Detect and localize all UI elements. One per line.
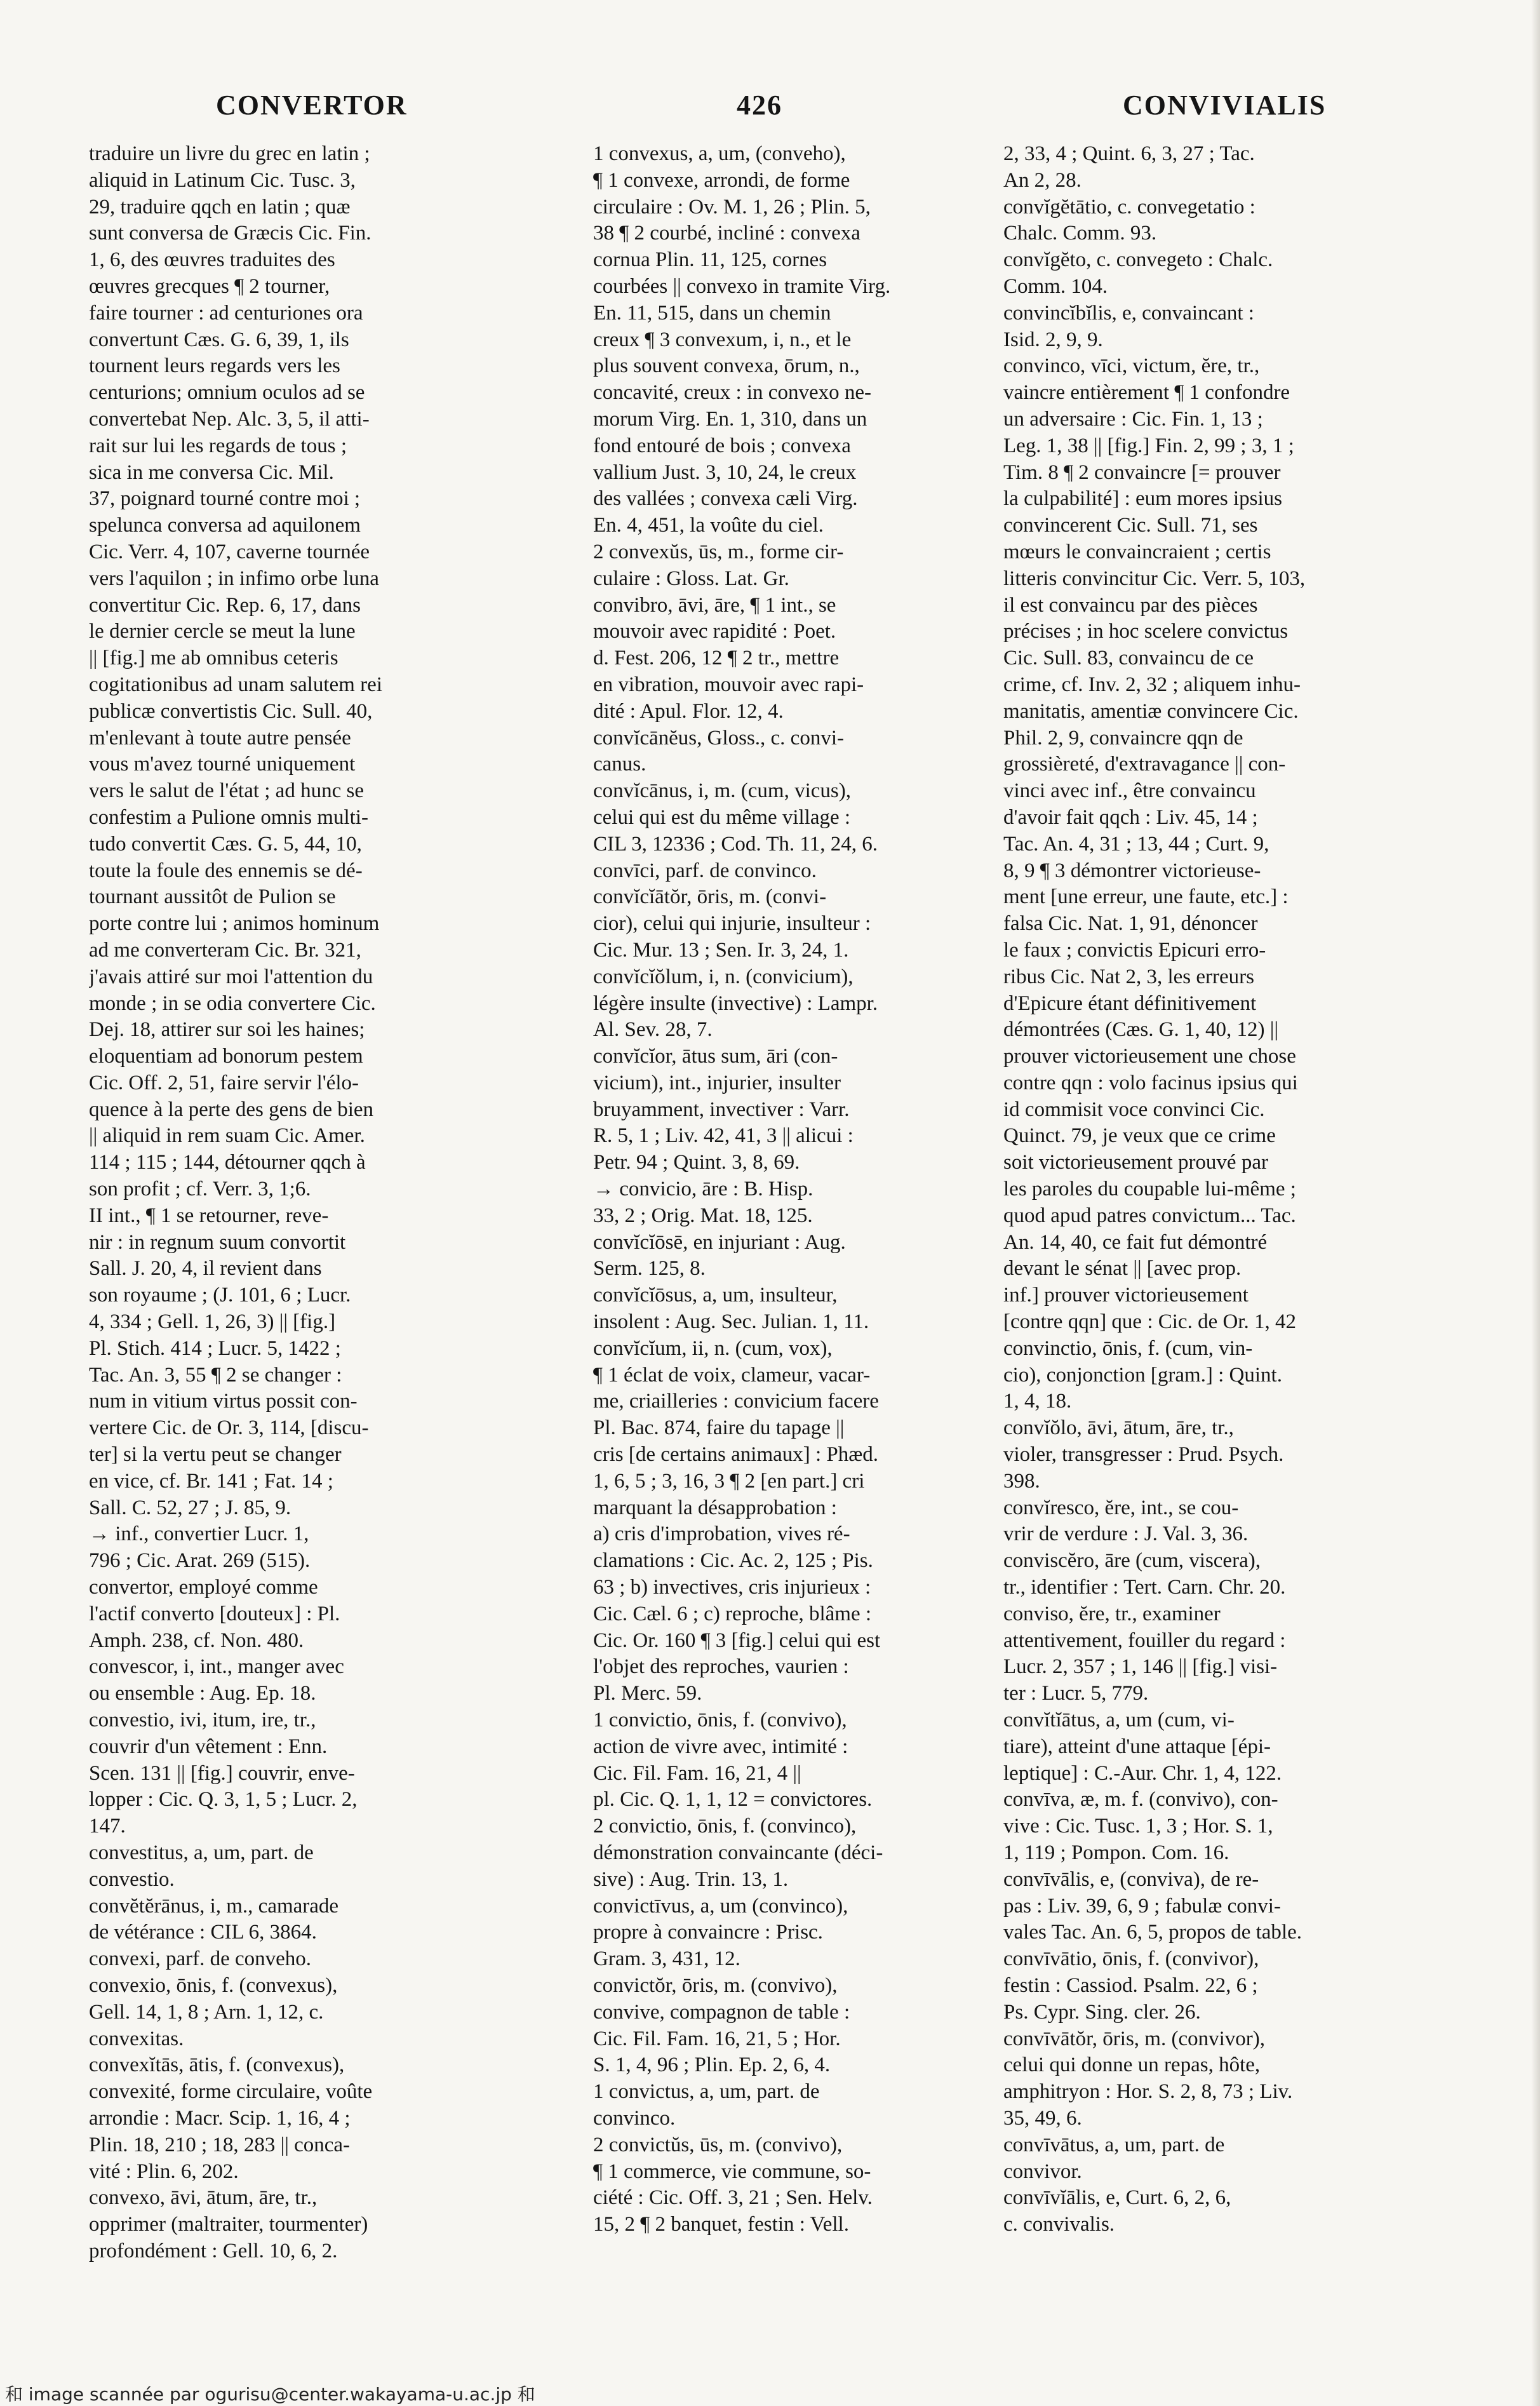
text-line: démontrées (Cæs. G. 1, 40, 12) || bbox=[1003, 1018, 1278, 1042]
text-line: Cic. Cæl. 6 ; c) reproche, blâme : bbox=[593, 1602, 872, 1625]
text-line: convĭŏlo, āvi, ātum, āre, tr., bbox=[1003, 1416, 1234, 1440]
text-line: Gram. 3, 431, 12. bbox=[593, 1947, 740, 1971]
text-line: monde ; in se odia convertere Cic. bbox=[89, 991, 376, 1015]
text-line: convincerent Cic. Sull. 71, ses bbox=[1003, 514, 1258, 537]
text-line: 8, 9 ¶ 3 démontrer victorieuse- bbox=[1003, 859, 1261, 882]
text-line: nir : in regnum suum convortit bbox=[89, 1230, 346, 1254]
text-line: convĭcānĕus, Gloss., c. convi- bbox=[593, 726, 844, 749]
text-line: aliquid in Latinum Cic. Tusc. 3, bbox=[89, 168, 356, 192]
text-line: œuvres grecques ¶ 2 tourner, bbox=[89, 274, 330, 298]
text-line: Tac. An. 3, 55 ¶ 2 se changer : bbox=[89, 1363, 342, 1387]
text-line: II int., ¶ 1 se retourner, reve- bbox=[89, 1204, 329, 1227]
text-line: 2 convictŭs, ūs, m. (convivo), bbox=[593, 2133, 843, 2156]
text-line: lopper : Cic. Q. 3, 1, 5 ; Lucr. 2, bbox=[89, 1788, 358, 1811]
text-line: quence à la perte des gens de bien bbox=[89, 1098, 374, 1121]
text-line: Cic. Verr. 4, 107, caverne tournée bbox=[89, 540, 370, 563]
text-line: convĭgĕtātio, c. convegetatio : bbox=[1003, 195, 1255, 218]
text-line: Comm. 104. bbox=[1003, 274, 1108, 298]
text-line: manitatis, amentiæ convincere Cic. bbox=[1003, 699, 1299, 723]
text-line: convive, compagnon de table : bbox=[593, 2000, 850, 2024]
text-line: falsa Cic. Nat. 1, 91, dénoncer bbox=[1003, 912, 1258, 936]
text-line: vaincre entièrement ¶ 1 confondre bbox=[1003, 381, 1290, 405]
text-line: convertor, employé comme bbox=[89, 1576, 318, 1599]
text-line: mouvoir avec rapidité : Poet. bbox=[593, 620, 836, 643]
text-line: → convicio, āre : B. Hisp. bbox=[593, 1178, 814, 1201]
text-line: convĭcĭātŏr, ōris, m. (convi- bbox=[593, 885, 827, 909]
text-line: convĭcānus, i, m. (cum, vicus), bbox=[593, 779, 851, 803]
text-line: convertunt Cæs. G. 6, 39, 1, ils bbox=[89, 328, 349, 351]
text-line: R. 5, 1 ; Liv. 42, 41, 3 || alicui : bbox=[593, 1124, 854, 1148]
text-line: 4, 334 ; Gell. 1, 26, 3) || [fig.] bbox=[89, 1310, 336, 1334]
text-line: Cic. Or. 160 ¶ 3 [fig.] celui qui est bbox=[593, 1629, 881, 1652]
text-line: S. 1, 4, 96 ; Plin. Ep. 2, 6, 4. bbox=[593, 2053, 831, 2077]
text-line: 1 convictio, ōnis, f. (convivo), bbox=[593, 1709, 847, 1732]
text-line: 1, 6, des œuvres traduites des bbox=[89, 248, 335, 272]
text-line: Amph. 238, cf. Non. 480. bbox=[89, 1629, 304, 1652]
text-line: couvrir d'un vêtement : Enn. bbox=[89, 1735, 328, 1758]
text-line: Dej. 18, attirer sur soi les haines; bbox=[89, 1018, 365, 1042]
text-line: prouver victorieusement une chose bbox=[1003, 1045, 1296, 1068]
text-line: c. convivalis. bbox=[1003, 2213, 1115, 2236]
text-line: ¶ 1 convexe, arrondi, de forme bbox=[593, 168, 850, 192]
text-line: Pl. Stich. 414 ; Lucr. 5, 1422 ; bbox=[89, 1336, 341, 1360]
text-line: dité : Apul. Flor. 12, 4. bbox=[593, 699, 784, 723]
text-line: la culpabilité] : eum mores ipsius bbox=[1003, 487, 1282, 511]
text-line: faire tourner : ad centuriones ora bbox=[89, 301, 363, 325]
text-line: convexio, ōnis, f. (convexus), bbox=[89, 1973, 338, 1997]
text-line: a) cris d'improbation, vives ré- bbox=[593, 1522, 850, 1546]
text-line: tournant aussitôt de Pulion se bbox=[89, 885, 336, 909]
text-line: Al. Sev. 28, 7. bbox=[593, 1018, 713, 1042]
text-line: me, criailleries : convicium facere bbox=[593, 1390, 879, 1413]
text-line: précises ; in hoc scelere convictus bbox=[1003, 620, 1289, 643]
column-left bbox=[89, 141, 573, 2265]
text-line: convexo, āvi, ātum, āre, tr., bbox=[89, 2186, 318, 2210]
text-line: vinci avec inf., être convaincu bbox=[1003, 779, 1256, 803]
text-line: festin : Cassiod. Psalm. 22, 6 ; bbox=[1003, 1973, 1258, 1997]
text-line: ad me converteram Cic. Br. 321, bbox=[89, 938, 361, 962]
text-line: convīvātŏr, ōris, m. (convivor), bbox=[1003, 2027, 1266, 2050]
text-line: courbées || convexo in tramite Virg. bbox=[593, 274, 891, 298]
text-line: des vallées ; convexa cæli Virg. bbox=[593, 487, 858, 511]
text-line: eloquentiam ad bonorum pestem bbox=[89, 1045, 363, 1068]
text-line: Chalc. Comm. 93. bbox=[1003, 222, 1157, 245]
text-line: cornua Plin. 11, 125, cornes bbox=[593, 248, 827, 272]
text-line: convincĭbĭlis, e, convaincant : bbox=[1003, 301, 1254, 325]
text-line: tiare), atteint d'une attaque [épi- bbox=[1003, 1735, 1271, 1758]
text-line: An. 14, 40, ce fait fut démontré bbox=[1003, 1230, 1268, 1254]
text-line: convĭtĭātus, a, um (cum, vi- bbox=[1003, 1709, 1235, 1732]
text-line: Phil. 2, 9, convaincre qqn de bbox=[1003, 726, 1243, 749]
text-line: convexĭtās, ātis, f. (convexus), bbox=[89, 2053, 345, 2077]
text-line: spelunca conversa ad aquilonem bbox=[89, 514, 361, 537]
text-line: || [fig.] me ab omnibus ceteris bbox=[89, 647, 338, 670]
text-line: mœurs le convaincraient ; certis bbox=[1003, 540, 1271, 563]
text-line: Sall. J. 20, 4, il revient dans bbox=[89, 1257, 322, 1280]
text-line: convescor, i, int., manger avec bbox=[89, 1655, 344, 1679]
text-line: Cic. Sull. 83, convaincu de ce bbox=[1003, 647, 1254, 670]
text-line: d. Fest. 206, 12 ¶ 2 tr., mettre bbox=[593, 647, 840, 670]
text-line: Cic. Fil. Fam. 16, 21, 5 ; Hor. bbox=[593, 2027, 841, 2050]
text-line: circulaire : Ov. M. 1, 26 ; Plin. 5, bbox=[593, 195, 871, 218]
text-line: confestim a Pulione omnis multi- bbox=[89, 805, 368, 829]
text-line: celui qui est du même village : bbox=[593, 805, 851, 829]
text-line: porte contre lui ; animos hominum bbox=[89, 912, 380, 936]
header-right-headword: CONVIVIALIS bbox=[1123, 90, 1327, 121]
text-line: marquant la désapprobation : bbox=[593, 1496, 837, 1519]
text-line: violer, transgresser : Prud. Psych. bbox=[1003, 1443, 1284, 1467]
text-line: morum Virg. En. 1, 310, dans un bbox=[593, 407, 867, 431]
text-line: ¶ 1 commerce, vie commune, so- bbox=[593, 2160, 871, 2183]
text-line: → inf., convertier Lucr. 1, bbox=[89, 1522, 309, 1546]
text-line: vales Tac. An. 6, 5, propos de table. bbox=[1003, 1921, 1302, 1944]
text-line: Cic. Off. 2, 51, faire servir l'élo- bbox=[89, 1071, 359, 1094]
text-line: son royaume ; (J. 101, 6 ; Lucr. bbox=[89, 1284, 351, 1307]
text-line: Cic. Mur. 13 ; Sen. Ir. 3, 24, 1. bbox=[593, 938, 849, 962]
text-line: conviscĕro, āre (cum, viscera), bbox=[1003, 1549, 1261, 1573]
text-line: insolent : Aug. Sec. Julian. 1, 11. bbox=[593, 1310, 869, 1334]
text-line: tudo convertit Cæs. G. 5, 44, 10, bbox=[89, 832, 362, 856]
text-line: plus souvent convexa, ōrum, n., bbox=[593, 354, 860, 378]
text-line: vallium Just. 3, 10, 24, le creux bbox=[593, 460, 857, 484]
text-line: Petr. 94 ; Quint. 3, 8, 69. bbox=[593, 1151, 800, 1174]
text-line: 1, 6, 5 ; 3, 16, 3 ¶ 2 [en part.] cri bbox=[593, 1469, 865, 1493]
text-line: soit victorieusement prouvé par bbox=[1003, 1151, 1268, 1174]
text-line: le faux ; convictis Epicuri erro- bbox=[1003, 938, 1266, 962]
text-line: id commisit voce convinci Cic. bbox=[1003, 1098, 1265, 1121]
text-line: bruyamment, invectiver : Varr. bbox=[593, 1098, 850, 1121]
text-line: convīvātus, a, um, part. de bbox=[1003, 2133, 1225, 2156]
text-line: convertitur Cic. Rep. 6, 17, dans bbox=[89, 593, 361, 617]
text-line: || aliquid in rem suam Cic. Amer. bbox=[89, 1124, 365, 1148]
text-line: il est convaincu par des pièces bbox=[1003, 593, 1258, 617]
text-line: Cic. Fil. Fam. 16, 21, 4 || bbox=[593, 1761, 801, 1785]
text-line: centurions; omnium oculos ad se bbox=[89, 381, 365, 405]
text-line: Sall. C. 52, 27 ; J. 85, 9. bbox=[89, 1496, 291, 1519]
text-line: Isid. 2, 9, 9. bbox=[1003, 328, 1103, 351]
column-right bbox=[1003, 141, 1456, 2238]
text-line: Quinct. 79, je veux que ce crime bbox=[1003, 1124, 1276, 1148]
text-line: démonstration convaincante (déci- bbox=[593, 1841, 883, 1864]
text-line: opprimer (maltraiter, tourmenter) bbox=[89, 2213, 368, 2236]
text-line: tr., identifier : Tert. Carn. Chr. 20. bbox=[1003, 1576, 1286, 1599]
text-line: 1 convexus, a, um, (conveho), bbox=[593, 142, 846, 165]
text-line: ciété : Cic. Off. 3, 21 ; Sen. Helv. bbox=[593, 2186, 873, 2210]
text-line: convestio, ivi, itum, ire, tr., bbox=[89, 1709, 316, 1732]
text-line: convexi, parf. de conveho. bbox=[89, 1947, 312, 1971]
text-line: tournent leurs regards vers les bbox=[89, 354, 340, 378]
text-line: en vibration, mouvoir avec rapi- bbox=[593, 673, 864, 696]
text-line: l'actif converto [douteux] : Pl. bbox=[89, 1602, 340, 1625]
text-line: ment [une erreur, une faute, etc.] : bbox=[1003, 885, 1289, 909]
text-line: 1, 119 ; Pompon. Com. 16. bbox=[1003, 1841, 1229, 1864]
text-line: Serm. 125, 8. bbox=[593, 1257, 706, 1280]
text-line: ¶ 1 éclat de voix, clameur, vacar- bbox=[593, 1363, 871, 1387]
text-line: convĕtĕrānus, i, m., camarade bbox=[89, 1894, 339, 1918]
text-line: convĭcĭōsus, a, um, insulteur, bbox=[593, 1284, 838, 1307]
text-line: grossièreté, d'extravagance || con- bbox=[1003, 753, 1286, 776]
text-line: d'avoir fait qqch : Liv. 45, 14 ; bbox=[1003, 805, 1258, 829]
text-line: Ps. Cypr. Sing. cler. 26. bbox=[1003, 2000, 1201, 2024]
text-line: convĭresco, ĕre, int., se cou- bbox=[1003, 1496, 1239, 1519]
text-line: convinco, vīci, victum, ĕre, tr., bbox=[1003, 354, 1260, 378]
text-line: 2 convexŭs, ūs, m., forme cir- bbox=[593, 540, 844, 563]
text-line: 35, 49, 6. bbox=[1003, 2106, 1082, 2130]
text-line: convinctio, ōnis, f. (cum, vin- bbox=[1003, 1336, 1253, 1360]
text-line: litteris convincitur Cic. Verr. 5, 103, bbox=[1003, 567, 1306, 590]
text-line: convĭcĭum, ii, n. (cum, vox), bbox=[593, 1336, 833, 1360]
text-line: cogitationibus ad unam salutem rei bbox=[89, 673, 382, 696]
text-line: celui qui donne un repas, hôte, bbox=[1003, 2053, 1261, 2077]
text-line: profondément : Gell. 10, 6, 2. bbox=[89, 2239, 338, 2262]
text-line: convĭcĭŏlum, i, n. (convicium), bbox=[593, 965, 854, 988]
text-line: convĭcĭōsē, en injuriant : Aug. bbox=[593, 1230, 846, 1254]
text-line: ter : Lucr. 5, 779. bbox=[1003, 1682, 1149, 1705]
text-line: canus. bbox=[593, 753, 646, 776]
text-line: 2 convictio, ōnis, f. (convinco), bbox=[593, 1815, 857, 1838]
text-line: pl. Cic. Q. 1, 1, 12 = convictores. bbox=[593, 1788, 873, 1811]
text-line: 15, 2 ¶ 2 banquet, festin : Vell. bbox=[593, 2213, 849, 2236]
text-line: 29, traduire qqch en latin ; quæ bbox=[89, 195, 351, 218]
text-line: Plin. 18, 210 ; 18, 283 || conca- bbox=[89, 2133, 351, 2156]
text-line: convictŏr, ōris, m. (convivo), bbox=[593, 1973, 838, 1997]
text-line: culaire : Gloss. Lat. Gr. bbox=[593, 567, 789, 590]
text-line: publicæ convertistis Cic. Sull. 40, bbox=[89, 699, 373, 723]
text-line: en vice, cf. Br. 141 ; Fat. 14 ; bbox=[89, 1469, 333, 1493]
text-line: Lucr. 2, 357 ; 1, 146 || [fig.] visi- bbox=[1003, 1655, 1278, 1679]
text-line: de vétérance : CIL 6, 3864. bbox=[89, 1921, 317, 1944]
text-line: convestitus, a, um, part. de bbox=[89, 1841, 314, 1864]
text-line: arrondie : Macr. Scip. 1, 16, 4 ; bbox=[89, 2106, 351, 2130]
text-line: d'Epicure étant définitivement bbox=[1003, 991, 1257, 1015]
text-line: 37, poignard tourné contre moi ; bbox=[89, 487, 361, 511]
text-line: convivor. bbox=[1003, 2160, 1082, 2183]
text-line: sive) : Aug. Trin. 13, 1. bbox=[593, 1867, 789, 1891]
text-line: légère insulte (invective) : Lampr. bbox=[593, 991, 878, 1015]
text-line: convexité, forme circulaire, voûte bbox=[89, 2080, 373, 2104]
text-line: convīvĭālis, e, Curt. 6, 2, 6, bbox=[1003, 2186, 1231, 2210]
text-line: Gell. 14, 1, 8 ; Arn. 1, 12, c. bbox=[89, 2000, 324, 2024]
text-line: 114 ; 115 ; 144, détourner qqch à bbox=[89, 1151, 366, 1174]
text-line: convictīvus, a, um (convinco), bbox=[593, 1894, 848, 1918]
text-line: convinco. bbox=[593, 2106, 676, 2130]
text-line: contre qqn : volo facinus ipsius qui bbox=[1003, 1071, 1298, 1094]
text-line: 398. bbox=[1003, 1469, 1040, 1493]
text-line: cris [de certains animaux] : Phæd. bbox=[593, 1443, 879, 1467]
text-line: toute la foule des ennemis se dé- bbox=[89, 859, 363, 882]
text-line: Tac. An. 4, 31 ; 13, 44 ; Curt. 9, bbox=[1003, 832, 1269, 856]
text-line: Leg. 1, 38 || [fig.] Fin. 2, 99 ; 3, 1 ; bbox=[1003, 434, 1294, 457]
text-line: vous m'avez tourné uniquement bbox=[89, 753, 356, 776]
text-line: convīva, æ, m. f. (convivo), con- bbox=[1003, 1788, 1278, 1811]
text-line: un adversaire : Cic. Fin. 1, 13 ; bbox=[1003, 407, 1263, 431]
text-line: action de vivre avec, intimité : bbox=[593, 1735, 848, 1758]
text-line: En. 4, 451, la voûte du ciel. bbox=[593, 514, 824, 537]
text-line: [contre qqn] que : Cic. de Or. 1, 42 bbox=[1003, 1310, 1296, 1334]
text-line: ter] si la vertu peut se changer bbox=[89, 1443, 342, 1467]
text-line: clamations : Cic. Ac. 2, 125 ; Pis. bbox=[593, 1549, 873, 1573]
text-line: vers l'aquilon ; in infimo orbe luna bbox=[89, 567, 379, 590]
text-line: concavité, creux : in convexo ne- bbox=[593, 381, 871, 405]
page-number: 426 bbox=[737, 90, 782, 121]
text-line: cio), conjonction [gram.] : Quint. bbox=[1003, 1363, 1282, 1387]
text-line: l'objet des reproches, vaurien : bbox=[593, 1655, 849, 1679]
text-line: vive : Cic. Tusc. 1, 3 ; Hor. S. 1, bbox=[1003, 1815, 1273, 1838]
text-line: sica in me conversa Cic. Mil. bbox=[89, 460, 334, 484]
text-line: rait sur lui les regards de tous ; bbox=[89, 434, 347, 457]
text-line: 33, 2 ; Orig. Mat. 18, 125. bbox=[593, 1204, 813, 1227]
text-line: 63 ; b) invectives, cris injurieux : bbox=[593, 1576, 871, 1599]
text-line: cior), celui qui injurie, insulteur : bbox=[593, 912, 871, 936]
text-line: crime, cf. Inv. 2, 32 ; aliquem inhu- bbox=[1003, 673, 1301, 696]
text-line: convexitas. bbox=[89, 2027, 184, 2050]
text-line: Scen. 131 || [fig.] couvrir, enve- bbox=[89, 1761, 355, 1785]
text-line: vité : Plin. 6, 202. bbox=[89, 2160, 239, 2183]
text-line: amphitryon : Hor. S. 2, 8, 73 ; Liv. bbox=[1003, 2080, 1293, 2104]
column-middle bbox=[593, 141, 988, 2238]
text-line: vrir de verdure : J. Val. 3, 36. bbox=[1003, 1522, 1249, 1546]
text-line: 38 ¶ 2 courbé, incliné : convexa bbox=[593, 222, 860, 245]
text-line: convīci, parf. de convinco. bbox=[593, 859, 817, 882]
text-line: j'avais attiré sur moi l'attention du bbox=[89, 965, 373, 988]
text-line: 1, 4, 18. bbox=[1003, 1390, 1072, 1413]
text-line: 147. bbox=[89, 1815, 126, 1838]
text-line: devant le sénat || [avec prop. bbox=[1003, 1257, 1242, 1280]
text-line: convĭgĕto, c. convegeto : Chalc. bbox=[1003, 248, 1273, 272]
text-line: les paroles du coupable lui-même ; bbox=[1003, 1178, 1296, 1201]
text-line: attentivement, fouiller du regard : bbox=[1003, 1629, 1286, 1652]
page-edge-shadow bbox=[1531, 0, 1540, 2406]
text-line: sunt conversa de Græcis Cic. Fin. bbox=[89, 222, 372, 245]
text-line: ribus Cic. Nat 2, 3, les erreurs bbox=[1003, 965, 1254, 988]
text-line: traduire un livre du grec en latin ; bbox=[89, 142, 370, 165]
text-line: vicium), int., injurier, insulter bbox=[593, 1071, 841, 1094]
text-line: Pl. Bac. 874, faire du tapage || bbox=[593, 1416, 845, 1440]
text-line: 2, 33, 4 ; Quint. 6, 3, 27 ; Tac. bbox=[1003, 142, 1255, 165]
text-line: m'enlevant à toute autre pensée bbox=[89, 726, 351, 749]
text-line: le dernier cercle se meut la lune bbox=[89, 620, 356, 643]
text-line: convīvālis, e, (conviva), de re- bbox=[1003, 1867, 1259, 1891]
text-line: ou ensemble : Aug. Ep. 18. bbox=[89, 1682, 316, 1705]
text-line: pas : Liv. 39, 6, 9 ; fabulæ convi- bbox=[1003, 1894, 1281, 1918]
text-line: son profit ; cf. Verr. 3, 1;6. bbox=[89, 1178, 311, 1201]
scan-credit-footer: 和 image scannée par ogurisu@center.wakayama-u.ac.jp 和 bbox=[5, 2384, 535, 2405]
text-line: An 2, 28. bbox=[1003, 168, 1081, 192]
text-line: convĭcĭor, ātus sum, āri (con- bbox=[593, 1045, 838, 1068]
text-line: num in vitium virtus possit con- bbox=[89, 1390, 358, 1413]
text-line: Pl. Merc. 59. bbox=[593, 1682, 702, 1705]
text-line: En. 11, 515, dans un chemin bbox=[593, 301, 831, 325]
text-line: inf.] prouver victorieusement bbox=[1003, 1284, 1249, 1307]
text-line: vertere Cic. de Or. 3, 114, [discu- bbox=[89, 1416, 369, 1440]
text-line: propre à convaincre : Prisc. bbox=[593, 1921, 823, 1944]
text-line: quod apud patres convictum... Tac. bbox=[1003, 1204, 1296, 1227]
text-line: creux ¶ 3 convexum, i, n., et le bbox=[593, 328, 852, 351]
text-line: convīvātio, ōnis, f. (convivor), bbox=[1003, 1947, 1259, 1971]
text-line: vers le salut de l'état ; ad hunc se bbox=[89, 779, 364, 803]
header-left-headword: CONVERTOR bbox=[216, 90, 408, 121]
text-line: CIL 3, 12336 ; Cod. Th. 11, 24, 6. bbox=[593, 832, 878, 856]
text-line: leptique] : C.-Aur. Chr. 1, 4, 122. bbox=[1003, 1761, 1282, 1785]
text-line: fond entouré de bois ; convexa bbox=[593, 434, 851, 457]
text-line: 1 convictus, a, um, part. de bbox=[593, 2080, 820, 2104]
text-line: Tim. 8 ¶ 2 convaincre [= prouver bbox=[1003, 460, 1281, 484]
text-line: 796 ; Cic. Arat. 269 (515). bbox=[89, 1549, 311, 1573]
text-line: convertebat Nep. Alc. 3, 5, il atti- bbox=[89, 407, 370, 431]
text-line: conviso, ĕre, tr., examiner bbox=[1003, 1602, 1221, 1625]
text-line: convestio. bbox=[89, 1867, 175, 1891]
text-line: convibro, āvi, āre, ¶ 1 int., se bbox=[593, 593, 836, 617]
